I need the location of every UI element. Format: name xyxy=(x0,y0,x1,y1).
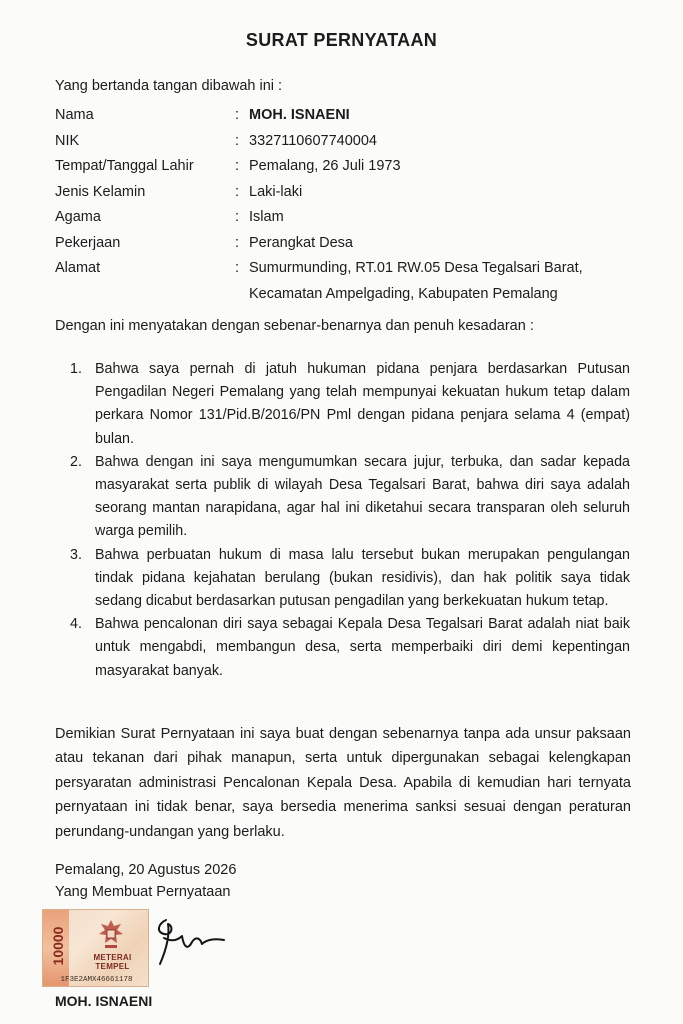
statement-item xyxy=(70,451,630,544)
duty-stamp xyxy=(42,909,149,987)
statement-item xyxy=(70,613,630,683)
identity-colon: : xyxy=(235,107,240,123)
identity-value: MOH. ISNAENI xyxy=(249,107,350,123)
identity-value: Islam xyxy=(249,209,284,225)
identity-label: Nama xyxy=(55,107,94,123)
identity-label: Pekerjaan xyxy=(55,234,121,251)
maker-label: Yang Membuat Pernyataan xyxy=(55,884,231,900)
identity-label: Alamat xyxy=(55,260,101,276)
identity-row-name xyxy=(55,103,639,129)
identity-row-nik xyxy=(55,129,639,155)
address-line2: Kecamatan Ampelgading, Kabupaten Pemalang xyxy=(249,285,558,302)
statement-item xyxy=(70,358,630,451)
identity-value: Laki-laki xyxy=(249,183,303,200)
identity-value: Sumurmunding, RT.01 RW.05 Desa Tegalsari Barat, xyxy=(249,260,583,276)
identity-colon: : xyxy=(235,234,240,251)
identity-colon: : xyxy=(235,183,240,200)
identity-value: 3327110607740004 xyxy=(249,132,377,149)
identity-label: Tempat/Tanggal Lahir xyxy=(55,158,194,174)
identity-row-occupation xyxy=(55,231,639,257)
statement-text: Bahwa saya pernah di jatuh hukuman pidana penjara berdasarkan Putusan Pengadilan Negeri Pemalang yang telah mempunyai kekuatan hukum tetap dalam perkara Nomor 131/Pid.B/2016/PN Pml dengan pidana penjara selama 4 (empat) bulan. xyxy=(95,361,630,447)
identity-row-address xyxy=(55,256,639,282)
identity-row-religion xyxy=(55,205,639,231)
identity-row-address-line2 xyxy=(55,282,639,308)
place-date: Pemalang, 20 Agustus 2026 xyxy=(55,862,237,878)
statement-list xyxy=(70,358,630,683)
statement-number: 3. xyxy=(70,546,82,563)
statement-text: Bahwa dengan ini saya mengumumkan secara jujur, terbuka, dan sadar kepada masyarakat serta publik di wilayah Desa Tegalsari Barat, bahwa diri saya adalah seorang mantan narapidana, agar hal ini diketahui secara transparan oleh seluruh warga pemilih. xyxy=(95,453,630,540)
stamp-label-line1: METERAI xyxy=(93,953,132,962)
declaration-text: Dengan ini menyatakan dengan sebenar-benarnya dan penuh kesadaran : xyxy=(55,318,534,334)
identity-colon: : xyxy=(235,158,240,174)
closing-paragraph: Demikian Surat Pernyataan ini saya buat dengan sebenarnya tanpa ada unsur paksaan atau tekanan dari pihak manapun, serta untuk dipergunakan sebagai kelengkapan persyaratan administrasi Pencalonan Kepala Desa. Apabila di kemudian hari ternyata pernyataan ini tidak benar, saya bersedia menerima sanksi sesuai dengan peraturan perundang-undangan yang berlaku. xyxy=(55,726,631,840)
identity-row-birth xyxy=(55,154,639,180)
identity-colon: : xyxy=(235,260,240,276)
stamp-value: 10000 xyxy=(50,926,66,966)
identity-value: Pemalang, 26 Juli 1973 xyxy=(249,158,401,174)
identity-colon: : xyxy=(235,209,240,225)
statement-item xyxy=(70,544,630,614)
stamp-serial: 1F3E2AMX46661178 xyxy=(60,976,133,984)
statement-number: 2. xyxy=(70,453,82,470)
identity-value: Perangkat Desa xyxy=(249,234,353,251)
identity-label: NIK xyxy=(55,132,80,149)
identity-row-gender xyxy=(55,180,639,206)
garuda-emblem-icon xyxy=(93,916,129,952)
identity-label: Jenis Kelamin xyxy=(55,183,146,200)
signer-name: MOH. ISNAENI xyxy=(55,993,153,1009)
intro-text: Yang bertanda tangan dibawah ini : xyxy=(55,78,283,94)
identity-table xyxy=(55,103,639,307)
identity-label: Agama xyxy=(55,209,101,225)
statement-number: 1. xyxy=(70,361,82,377)
stamp-label-line2: TEMPEL xyxy=(95,962,130,971)
signature-icon xyxy=(148,912,228,972)
statement-text: Bahwa perbuatan hukum di masa lalu tersebut bukan merupakan pengulangan tindak pidana kejahatan berulang (bukan residivis), dan hak politik saya tidak sedang dicabut berdasarkan putusan pengadilan yang berkekuatan hukum tetap. xyxy=(95,546,630,610)
document-title: SURAT PERNYATAAN xyxy=(245,30,438,50)
statement-text: Bahwa pencalonan diri saya sebagai Kepala Desa Tegalsari Barat adalah niat baik untuk mengabdi, membangun desa, serta memperbaiki diri demi kepentingan masyarakat banyak. xyxy=(95,616,630,679)
statement-number: 4. xyxy=(70,616,82,633)
identity-colon: : xyxy=(235,132,240,149)
